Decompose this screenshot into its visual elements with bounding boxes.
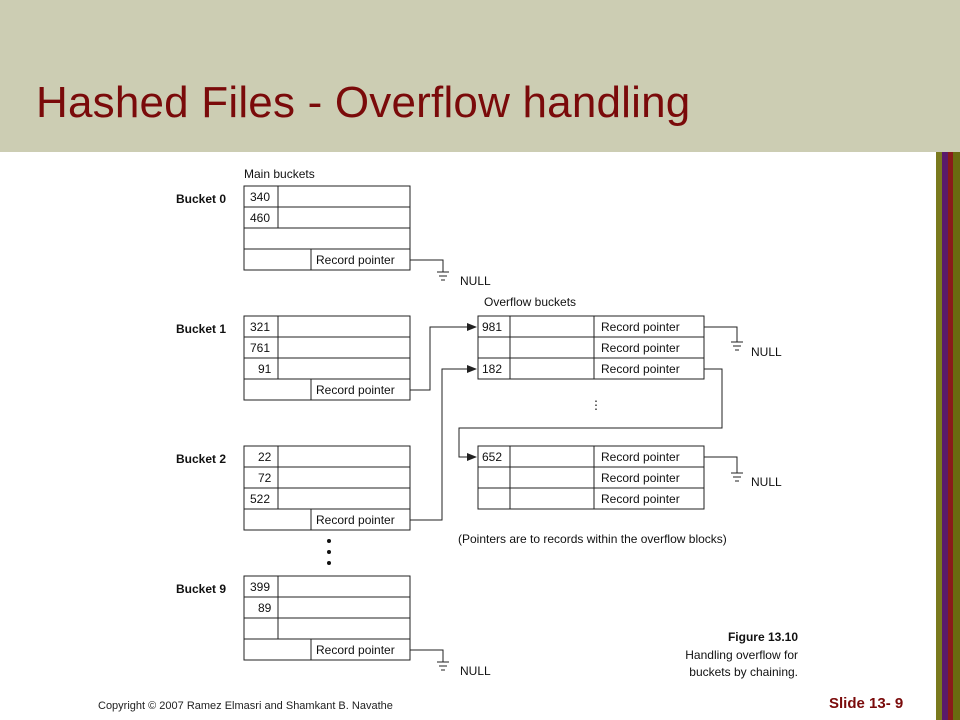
bucket-label: Bucket 1 — [176, 322, 227, 336]
figure-number: Figure 13.10 — [727, 630, 798, 644]
bucket-label: Bucket 2 — [176, 452, 227, 466]
figure-caption-line2: buckets by chaining. — [689, 665, 798, 679]
record-pointer-label: Record pointer — [601, 471, 680, 485]
pointer-arrow — [459, 369, 722, 457]
overflow-value: 182 — [482, 362, 503, 376]
bucket-cell — [244, 618, 410, 639]
bucket-9 — [176, 576, 410, 660]
slide-title: Hashed Files - Overflow handling — [36, 78, 691, 127]
bucket-value: 522 — [250, 492, 271, 506]
record-pointer-label: Record pointer — [316, 643, 395, 657]
main-buckets-heading: Main buckets — [244, 167, 315, 181]
slide-number: Slide 13- 9 — [829, 695, 904, 712]
bucket-cell — [244, 228, 410, 249]
overflow-value: 652 — [482, 450, 503, 464]
null-ground-icon — [410, 260, 449, 280]
null-ground-icon — [704, 327, 743, 350]
bucket-2 — [176, 446, 410, 530]
bucket-value: 321 — [250, 320, 271, 334]
record-pointer-label: Record pointer — [601, 362, 680, 376]
record-pointer-label: Record pointer — [316, 513, 395, 527]
overflow-value: 981 — [482, 320, 503, 334]
record-pointer-label: Record pointer — [601, 492, 680, 506]
bucket-value: 22 — [258, 450, 272, 464]
bucket-value: 89 — [258, 601, 272, 615]
bucket-1 — [176, 316, 410, 400]
footer-copyright: Copyright © 2007 Ramez Elmasri and Shamkant B. Navathe — [98, 700, 393, 712]
figure-caption-line1: Handling overflow for — [685, 648, 798, 662]
null-label: NULL — [751, 345, 782, 359]
bucket-ellipsis-icon — [327, 539, 331, 565]
overflow-block-1 — [478, 316, 704, 379]
overflow-block-2 — [478, 446, 704, 509]
record-pointer-label: Record pointer — [601, 450, 680, 464]
pointer-arrow — [410, 327, 476, 390]
null-ground-icon — [410, 650, 449, 670]
overflow-ellipsis: ⋮ — [590, 398, 602, 412]
null-label: NULL — [460, 274, 491, 288]
record-pointer-label: Record pointer — [316, 253, 395, 267]
null-label: NULL — [460, 664, 491, 678]
pointer-note: (Pointers are to records within the overflow blocks) — [458, 532, 727, 546]
bucket-value: 72 — [258, 471, 272, 485]
bucket-0 — [176, 186, 410, 270]
bucket-value: 460 — [250, 211, 271, 225]
pointer-arrow — [410, 369, 476, 520]
record-pointer-label: Record pointer — [316, 383, 395, 397]
null-label: NULL — [751, 475, 782, 489]
bucket-value: 340 — [250, 190, 271, 204]
bucket-value: 761 — [250, 341, 271, 355]
record-pointer-label: Record pointer — [601, 320, 680, 334]
bucket-value: 91 — [258, 362, 272, 376]
bucket-label: Bucket 9 — [176, 582, 227, 596]
bucket-value: 399 — [250, 580, 271, 594]
record-pointer-label: Record pointer — [601, 341, 680, 355]
bucket-label: Bucket 0 — [176, 192, 227, 206]
null-ground-icon — [704, 457, 743, 481]
overflow-buckets-heading: Overflow buckets — [484, 295, 577, 309]
